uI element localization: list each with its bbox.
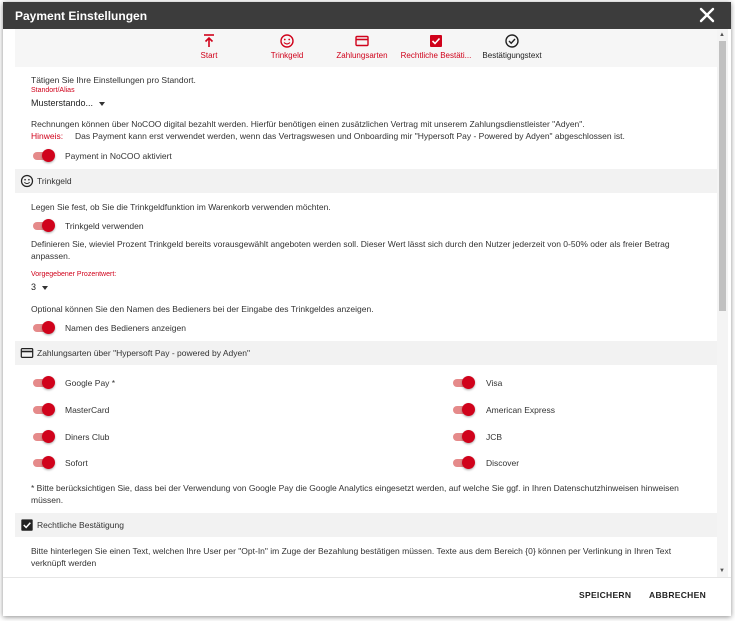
chevron-down-icon (99, 102, 105, 106)
percent-select[interactable] (31, 282, 48, 292)
payment-method-label: JCB (486, 432, 503, 442)
location-label: Standort/Alias (31, 87, 75, 94)
percent-text: Definieren Sie, wieviel Prozent Trinkgeld bereits vorausgewählt angeboten werden soll. Dieser Wert lässt sich durch den Nutzer jederzeit von 0-50% oder als freier Betrag anpassen. (31, 239, 670, 261)
location-value: Musterstando... (31, 98, 94, 108)
payment-method-label: Visa (486, 378, 503, 388)
percent-label: Vorgegebener Prozentwert: (31, 271, 117, 278)
hint-label: Hinweis: (31, 131, 64, 141)
smiley-icon (20, 174, 34, 193)
hint-text: Das Payment kann erst verwendet werden, wenn das Vertragswesen und Onboarding mir "Hypersoft Pay - Powered by Adyen" abgeschlossen ist. (75, 131, 625, 141)
diners-club-toggle[interactable] (33, 430, 55, 444)
chevron-down-icon (42, 286, 48, 290)
scrollbar-thumb[interactable] (719, 41, 726, 311)
payment-enabled-label: Payment in NoCOO aktiviert (65, 151, 172, 161)
step-confirmation-text[interactable] (467, 33, 557, 60)
sofort-toggle[interactable] (33, 456, 55, 470)
check-circle-icon (467, 33, 557, 49)
section-title: Rechtliche Bestätigung (37, 520, 124, 530)
google-pay-toggle[interactable] (33, 376, 55, 390)
scroll-up-icon[interactable]: ▲ (719, 32, 725, 38)
waiter-name-label: Namen des Bedieners anzeigen (65, 323, 186, 333)
payment-method-label: Sofort (65, 458, 88, 468)
section-payment-methods (15, 341, 717, 365)
dialog-footer (3, 577, 731, 617)
step-label: Rechtliche Bestäti... (400, 51, 472, 60)
step-label: Zahlungsarten (336, 51, 388, 60)
use-tip-toggle[interactable] (33, 219, 55, 233)
scroll-down-icon[interactable]: ▼ (719, 568, 725, 574)
credit-card-icon (20, 346, 34, 365)
billing-text: Rechnungen können über NoCOO digital bezahlt werden. Hierfür benötigen einen zusätzlichen Vertrag mit unserem Zahlungsdienstleister "Adyen". (31, 119, 585, 129)
legal-text: Bitte hinterlegen Sie einen Text, welchen Ihre User per "Opt-In" im Zuge der Bezahlung bestätigen müssen. Texte aus dem Bereich {0} können per Verlinkung in Ihren Text verknüpft werden (31, 546, 672, 568)
waiter-name-toggle[interactable] (33, 321, 55, 335)
tip-intro: Legen Sie fest, ob Sie die Trinkgeldfunktion im Warenkorb verwenden möchten. (31, 202, 331, 212)
step-label: Bestätigungstext (482, 51, 542, 60)
percent-value: 3 (31, 282, 37, 292)
jcb-toggle[interactable] (453, 430, 475, 444)
use-tip-label: Trinkgeld verwenden (65, 221, 144, 231)
payment-method-label: Google Pay * (65, 378, 116, 388)
payment-method-label: Diners Club (65, 432, 110, 442)
payment-method-label: American Express (486, 405, 555, 415)
american-express-toggle[interactable] (453, 403, 475, 417)
scrollbar[interactable] (717, 29, 728, 577)
dialog-titlebar (3, 2, 731, 29)
upload-icon (164, 33, 254, 49)
step-start[interactable] (164, 33, 254, 60)
location-select[interactable] (31, 98, 105, 108)
step-label: Start (200, 51, 218, 60)
visa-toggle[interactable] (453, 376, 475, 390)
step-label: Trinkgeld (270, 51, 304, 60)
discover-toggle[interactable] (453, 456, 475, 470)
payment-enabled-toggle[interactable] (33, 149, 55, 163)
section-legal (15, 513, 717, 537)
payment-method-label: MasterCard (65, 405, 110, 415)
mastercard-toggle[interactable] (33, 403, 55, 417)
waiter-text: Optional können Sie den Namen des Bedieners bei der Eingabe des Trinkgeldes anzeigen. (31, 304, 374, 314)
close-icon[interactable] (697, 5, 717, 25)
dialog-title: Payment Einstellungen (15, 9, 148, 23)
save-button[interactable]: SPEICHERN (579, 590, 632, 600)
stepper (15, 29, 717, 67)
payment-settings-dialog (3, 2, 731, 616)
section-tip (15, 169, 717, 193)
checkbox-icon (20, 518, 34, 537)
google-pay-footnote: * Bitte berücksichtigen Sie, dass bei der Verwendung von Google Pay die Google Analytics eingesetzt werden, auf welche Sie ggf. in Ihren Datenschutzhinweisen hinweisen müssen. (31, 483, 679, 505)
intro-text: Tätigen Sie Ihre Einstellungen pro Standort. (31, 75, 196, 85)
cancel-button[interactable]: ABBRECHEN (649, 590, 707, 600)
section-title: Zahlungsarten über "Hypersoft Pay - powered by Adyen" (37, 348, 250, 358)
section-title: Trinkgeld (37, 176, 72, 186)
dialog-content[interactable] (15, 29, 717, 577)
payment-method-label: Discover (486, 458, 520, 468)
